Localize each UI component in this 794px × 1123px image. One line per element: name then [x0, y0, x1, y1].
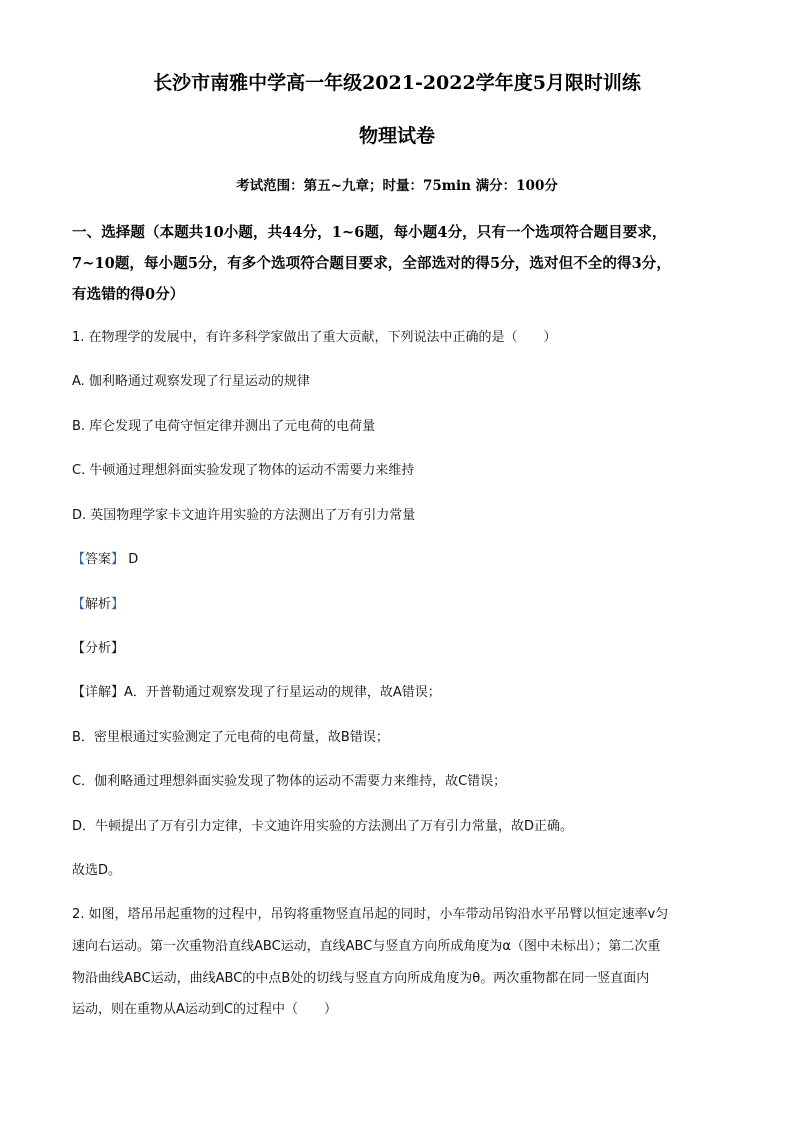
answer-value: D: [128, 552, 139, 567]
option-b: B. 库仑发现了电荷守恒定律并测出了元电荷的电荷量: [72, 419, 376, 434]
question-2-line: 速向右运动。第一次重物沿直线ABC运动，直线ABC与竖直方向所成角度为α（图中未标出）；第二次重: [72, 939, 661, 954]
analysis-bracket-close: 】: [111, 597, 125, 612]
detail-line-b: B．密里根通过实验测定了元电荷的电荷量，故B错误；: [72, 730, 389, 745]
answer-bracket-close: 】: [111, 552, 125, 567]
question-stem: 1. 在物理学的发展中，有许多科学家做出了重大贡献，下列说法中正确的是（ ）: [72, 330, 557, 345]
option-d: D. 英国物理学家卡文迪许用实验的方法测出了万有引力常量: [72, 508, 416, 523]
document-title: 长沙市南雅中学高一年级2021-2022学年度5月限时训练: [153, 72, 641, 94]
question-2-line: 运动，则在重物从A运动到C的过程中（ ）: [72, 1002, 337, 1017]
option-a: A. 伽利略通过观察发现了行星运动的规律: [72, 374, 310, 389]
detail-line-c: C．伽利略通过理想斜面实验发现了物体的运动不需要力来维持，故C错误；: [72, 774, 507, 789]
detail-line-a: [72, 684, 441, 702]
answer-bracket-open: 【: [72, 552, 86, 567]
answer-line: [72, 551, 138, 569]
section-heading-line: 7~10题，每小题5分，有多个选项符合题目要求，全部选对的得5分，选对但不全的得3分，: [72, 255, 671, 272]
detail-text: A．开普勒通过观察发现了行星运动的规律，故A错误；: [124, 685, 441, 700]
detail-line-d: D．牛顿提出了万有引力定律，卡文迪许用实验的方法测出了万有引力常量，故D正确。: [72, 819, 574, 834]
answer-label: 答案: [85, 552, 112, 567]
analysis-label: 解析: [85, 597, 112, 612]
document-subtitle: 物理试卷: [358, 125, 435, 147]
section-heading-line: 有选错的得0分）: [72, 286, 185, 303]
analysis-bracket-open: 【: [72, 597, 86, 612]
section-heading-line: 一、选择题（本题共10小题，共44分，1~6题，每小题4分，只有一个选项符合题目要求，: [72, 224, 667, 241]
exam-info: 考试范围：第五~九章；时量：75min 满分：100分: [236, 178, 558, 194]
question-2-line: 物沿曲线ABC运动，曲线ABC的中点B处的切线与竖直方向所成角度为θ。两次重物都在同一竖直面内: [72, 971, 650, 986]
analysis-label-line: [72, 596, 124, 614]
detail-conclusion: 故选D。: [72, 863, 122, 878]
question-2-line: 2. 如图，塔吊吊起重物的过程中，吊钩将重物竖直吊起的同时，小车带动吊钩沿水平吊臂以恒定速率v匀: [72, 907, 669, 922]
detail-label: 【详解】: [72, 685, 125, 700]
option-c: C. 牛顿通过理想斜面实验发现了物体的运动不需要力来维持: [72, 463, 415, 478]
breakdown-label: 【分析】: [72, 641, 125, 656]
